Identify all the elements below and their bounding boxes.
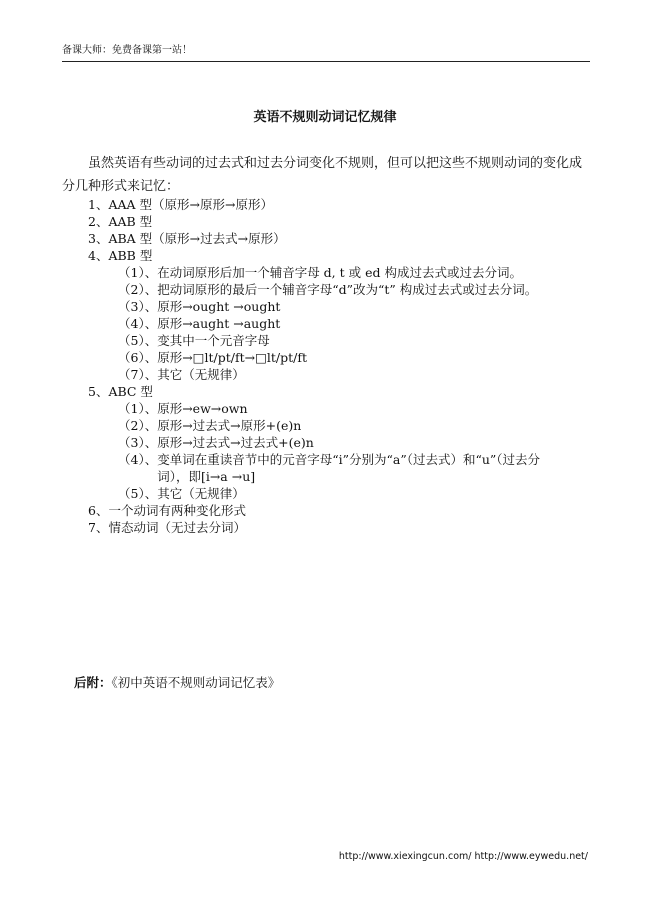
- abc-subitem-1: （1）、原形→ew→own: [118, 401, 248, 416]
- page-header: [62, 44, 590, 62]
- outline-item-aaa: 1、AAA 型（原形→原形→原形）: [88, 197, 273, 212]
- outline-item-aba: 3、ABA 型（原形→过去式→原形）: [88, 231, 286, 246]
- abb-subitem-6: （6）、原形→□lt/pt/ft→□lt/pt/ft: [118, 350, 308, 365]
- appendix-note: [74, 674, 280, 691]
- abb-subitem-7: （7）、其它（无规律）: [118, 367, 245, 382]
- document-title: 英语不规则动词记忆规律: [253, 110, 397, 125]
- abc-subitem-4-number: （4）、: [118, 452, 158, 467]
- abc-subitem-4: [88, 451, 588, 485]
- outline-item-modal-verbs: 7、情态动词（无过去分词）: [88, 520, 246, 535]
- abc-subitem-5: （5）、其它（无规律）: [118, 486, 245, 501]
- abc-subitem-4-text: 变单词在重读音节中的元音字母“i”分别为“a”（过去式）和“u”（过去分词），即[i→a →u]: [157, 452, 541, 484]
- page-footer-urls: http://www.xiexingcun.com/ http://www.eywedu.net/: [338, 851, 588, 862]
- abb-subitem-3: （3）、原形→ought →ought: [118, 299, 281, 314]
- intro-paragraph: 虽然英语有些动词的过去式和过去分词变化不规则，但可以把这些不规则动词的变化成分几种形式来记忆：: [62, 156, 583, 194]
- abb-subitem-2: （2）、把动词原形的最后一个辅音字母“d”改为“t” 构成过去式或过去分词。: [118, 282, 538, 297]
- outline-item-aab: 2、AAB 型: [88, 214, 153, 229]
- abc-subitem-2: （2）、原形→过去式→原形+(e)n: [118, 418, 302, 433]
- outline-list: [88, 196, 588, 536]
- appendix-title: 《初中英语不规则动词记忆表》: [111, 675, 281, 690]
- abb-subitem-4: （4）、原形→aught →aught: [118, 316, 281, 331]
- outline-item-abb: 4、ABB 型: [88, 248, 153, 263]
- header-text: 备课大师：免费备课第一站！: [62, 45, 192, 56]
- outline-item-abc: 5、ABC 型: [88, 384, 153, 399]
- abb-subitem-1: （1）、在动词原形后加一个辅音字母 d, t 或 ed 构成过去式或过去分词。: [118, 265, 522, 280]
- abb-subitem-5: （5）、变其中一个元音字母: [118, 333, 270, 348]
- appendix-label: 后附：: [74, 675, 112, 690]
- outline-item-two-forms: 6、一个动词有两种变化形式: [88, 503, 246, 518]
- abc-subitem-3: （3）、原形→过去式→过去式+(e)n: [118, 435, 314, 450]
